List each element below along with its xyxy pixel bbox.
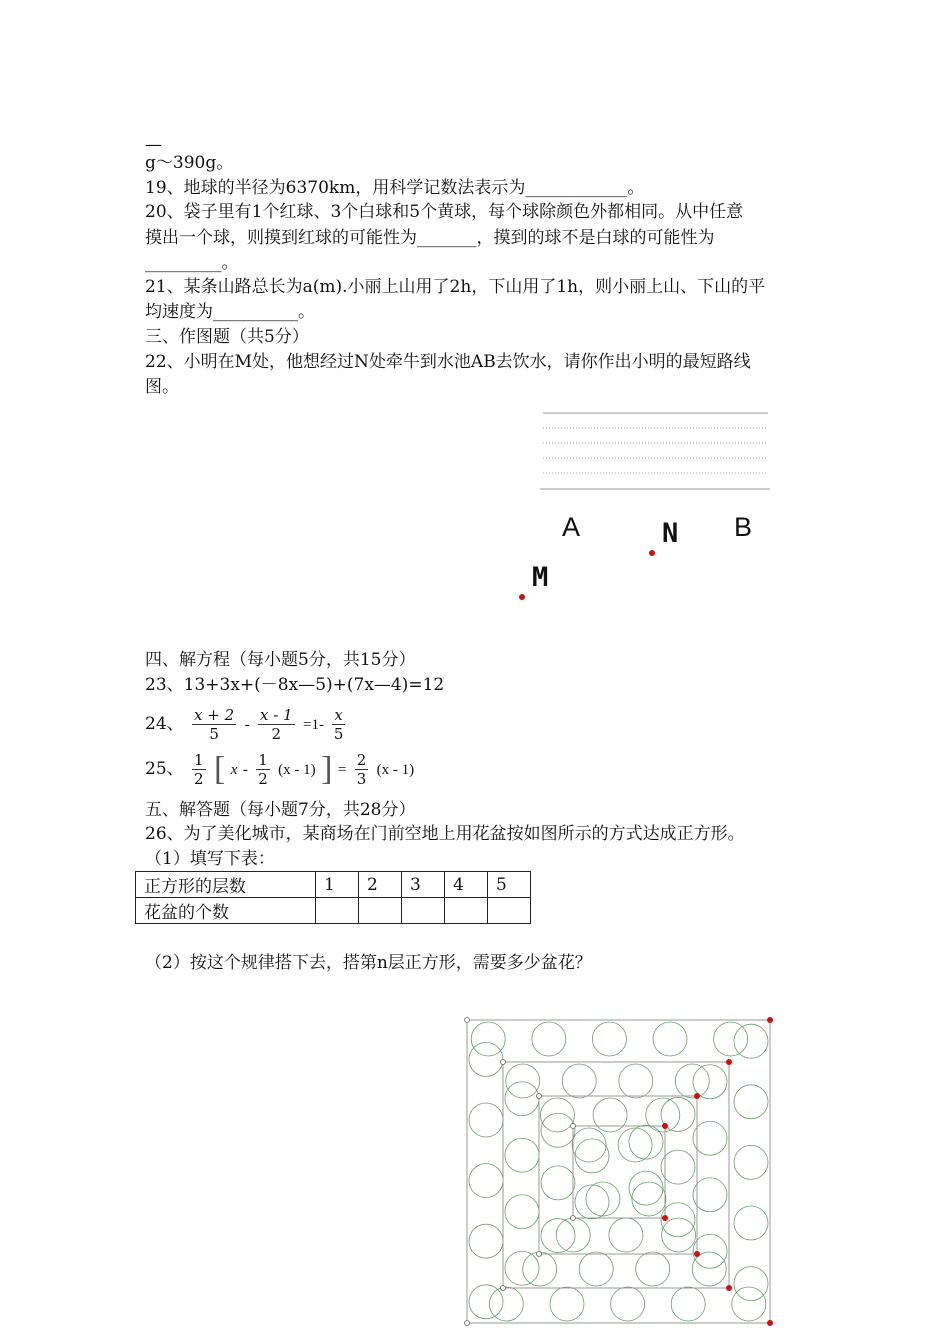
flowerpot xyxy=(619,1064,653,1098)
flowerpot xyxy=(523,1252,557,1286)
flowerpot xyxy=(629,1125,663,1159)
flowerpot xyxy=(632,1182,666,1216)
table-row2-label: 花盆的个数 xyxy=(136,898,316,924)
q25-paren2: (x - 1) xyxy=(376,762,415,778)
section-4-heading: 四、解方程（每小题5分，共15分） xyxy=(145,650,416,670)
flowerpot-figure xyxy=(455,1010,785,1340)
flowerpot xyxy=(734,1206,768,1240)
q24-frac2-den: 2 xyxy=(271,725,282,743)
table-cell: 5 xyxy=(488,872,531,898)
flowerpot xyxy=(505,1251,539,1285)
section-5-heading: 五、解答题（每小题7分，共28分） xyxy=(145,800,416,820)
flowerpot xyxy=(575,1185,609,1219)
q24-frac3 xyxy=(332,706,344,743)
q25-paren: (x - 1) xyxy=(278,762,316,778)
corner-point xyxy=(501,1060,506,1065)
flowerpot xyxy=(653,1022,687,1056)
point-m-label: M xyxy=(532,562,549,593)
flowerpot xyxy=(579,1252,613,1286)
q20-line3: _________。 xyxy=(145,253,239,273)
flowerpot xyxy=(732,1287,766,1321)
q24-frac3-num: x xyxy=(334,706,343,724)
q22-line1: 22、小明在M处，他想经过N处牵牛到水池AB去饮水，请你作出小明的最短路线 xyxy=(145,352,751,372)
corner-point xyxy=(537,1252,542,1257)
q24-frac1 xyxy=(192,706,236,743)
q25-frac2 xyxy=(256,751,270,788)
flowerpot xyxy=(469,1103,503,1137)
point-n-dot xyxy=(649,550,655,556)
point-m-dot xyxy=(519,594,525,600)
flowerpot xyxy=(541,1219,575,1253)
table-cell[interactable] xyxy=(359,898,402,924)
q24 xyxy=(145,704,348,745)
point-n-label: N xyxy=(662,518,679,549)
table-row xyxy=(136,872,531,898)
q25-frac2-num: 1 xyxy=(258,751,268,769)
q24-minus: - xyxy=(244,717,250,733)
q24-equals: =1- xyxy=(302,717,324,733)
table-row xyxy=(136,898,531,924)
flowerpot xyxy=(593,1098,627,1132)
flowerpot-table xyxy=(135,871,531,924)
flowerpot xyxy=(592,1022,626,1056)
flowerpot xyxy=(540,1098,574,1132)
corner-point xyxy=(571,1124,576,1129)
flowerpot xyxy=(609,1218,643,1252)
q25-frac1 xyxy=(192,751,206,788)
table-cell: 1 xyxy=(316,872,359,898)
table-cell: 3 xyxy=(402,872,445,898)
q25-left-bracket: [ xyxy=(214,750,226,788)
corner-point xyxy=(694,1251,700,1257)
q25-minus: - xyxy=(242,762,248,778)
corner-point xyxy=(465,1018,470,1023)
flowerpot xyxy=(471,1022,505,1056)
q20-line2: 摸出一个球，则摸到红球的可能性为_______，摸到的球不是白球的可能性为 xyxy=(145,228,715,248)
square-frame xyxy=(467,1020,770,1323)
flowerpot xyxy=(734,1085,768,1119)
flowerpot xyxy=(541,1166,575,1200)
q21-line2: 均速度为__________。 xyxy=(145,302,315,322)
flowerpot xyxy=(734,1267,768,1301)
q26-part1: （1）填写下表： xyxy=(145,849,275,869)
corner-point xyxy=(571,1216,576,1221)
point-b-label: B xyxy=(734,512,753,542)
q24-frac1-den: 5 xyxy=(209,725,219,743)
flowerpot xyxy=(693,1121,727,1155)
corner-point xyxy=(662,1123,668,1129)
corner-point xyxy=(726,1285,732,1291)
flowerpot xyxy=(629,1171,663,1205)
q24-prefix: 24、 xyxy=(145,714,184,734)
q25-frac1-num: 1 xyxy=(194,751,204,769)
flowerpot xyxy=(469,1224,503,1258)
corner-point xyxy=(694,1093,700,1099)
pool-figure xyxy=(535,405,775,495)
q21-line1: 21、某条山路总长为a(m).小丽上山用了2h，下山用了1h，则小丽上山、下山的平 xyxy=(145,277,766,297)
q25-equals: = xyxy=(337,762,347,778)
corner-point xyxy=(537,1094,542,1099)
q26-part2: （2）按这个规律搭下去，搭第n层正方形，需要多少盆花？ xyxy=(145,953,592,973)
flowerpot xyxy=(532,1022,566,1056)
dash-line: — xyxy=(145,135,162,155)
square-frame xyxy=(539,1096,697,1254)
flowerpot xyxy=(675,1064,709,1098)
flowerpot xyxy=(671,1287,705,1321)
flowerpot xyxy=(734,1024,768,1058)
flowerpot xyxy=(572,1128,606,1162)
corner-point xyxy=(501,1286,506,1291)
flowerpot xyxy=(662,1218,696,1252)
q26: 26、为了美化城市，某商场在门前空地上用花盆按如图所示的方式达成正方形。 xyxy=(145,824,745,844)
corner-point xyxy=(767,1017,773,1023)
flowerpot xyxy=(562,1064,596,1098)
q25-frac3-den: 3 xyxy=(356,770,367,788)
q24-frac2-num: x - 1 xyxy=(259,706,293,724)
flowerpot xyxy=(586,1182,620,1216)
flowerpot xyxy=(469,1042,503,1076)
q20-line1: 20、袋子里有1个红球、3个白球和5个黄球，每个球除颜色外都相同。从中任意 xyxy=(145,202,744,222)
table-cell[interactable] xyxy=(316,898,359,924)
flowerpot xyxy=(734,1145,768,1179)
corner-point xyxy=(465,1321,470,1326)
corner-point xyxy=(726,1059,732,1065)
flowerpot xyxy=(636,1252,670,1286)
q24-frac3-den: 5 xyxy=(333,725,344,743)
flowerpot xyxy=(556,1218,590,1252)
q18-tail: g～390g。 xyxy=(145,153,234,173)
flowerpot xyxy=(506,1064,540,1098)
q25-x: x xyxy=(230,762,238,778)
q24-frac1-num: x + 2 xyxy=(194,706,235,724)
table-cell[interactable] xyxy=(488,898,531,924)
section-3-heading: 三、作图题（共5分） xyxy=(145,327,309,347)
flowerpot xyxy=(505,1195,539,1229)
flowerpot xyxy=(541,1113,575,1147)
table-cell: 4 xyxy=(445,872,488,898)
flowerpot xyxy=(550,1287,584,1321)
flowerpot xyxy=(489,1287,523,1321)
flowerpot xyxy=(714,1022,748,1056)
table-cell[interactable] xyxy=(402,898,445,924)
flowerpot xyxy=(505,1082,539,1116)
q25-frac3 xyxy=(355,751,369,788)
table-row1-label: 正方形的层数 xyxy=(136,872,316,898)
q25-prefix: 25、 xyxy=(145,759,184,779)
corner-point xyxy=(662,1215,668,1221)
q25-right-bracket: ] xyxy=(321,750,333,788)
flowerpot xyxy=(611,1287,645,1321)
q25-frac3-num: 2 xyxy=(356,751,367,769)
corner-point xyxy=(767,1320,773,1326)
flowerpot xyxy=(661,1150,695,1184)
flowerpot xyxy=(618,1128,652,1162)
flowerpot xyxy=(692,1252,726,1286)
q25 xyxy=(145,749,414,790)
flowerpot xyxy=(693,1178,727,1212)
table-cell[interactable] xyxy=(445,898,488,924)
flowerpot xyxy=(469,1285,503,1319)
q25-frac2-den: 2 xyxy=(258,770,268,788)
q23: 23、13+3x+(－8x—5)+(7x—4)=12 xyxy=(145,675,445,695)
table-cell: 2 xyxy=(359,872,402,898)
flowerpot xyxy=(575,1139,609,1173)
q24-frac2 xyxy=(258,706,295,743)
q19: 19、地球的半径为6370km，用科学记数法表示为____________。 xyxy=(145,178,645,198)
point-a-label: A xyxy=(562,512,581,542)
q25-frac1-den: 2 xyxy=(194,770,204,788)
flowerpot xyxy=(469,1164,503,1198)
q22-line2: 图。 xyxy=(145,377,179,397)
flowerpot xyxy=(505,1138,539,1172)
